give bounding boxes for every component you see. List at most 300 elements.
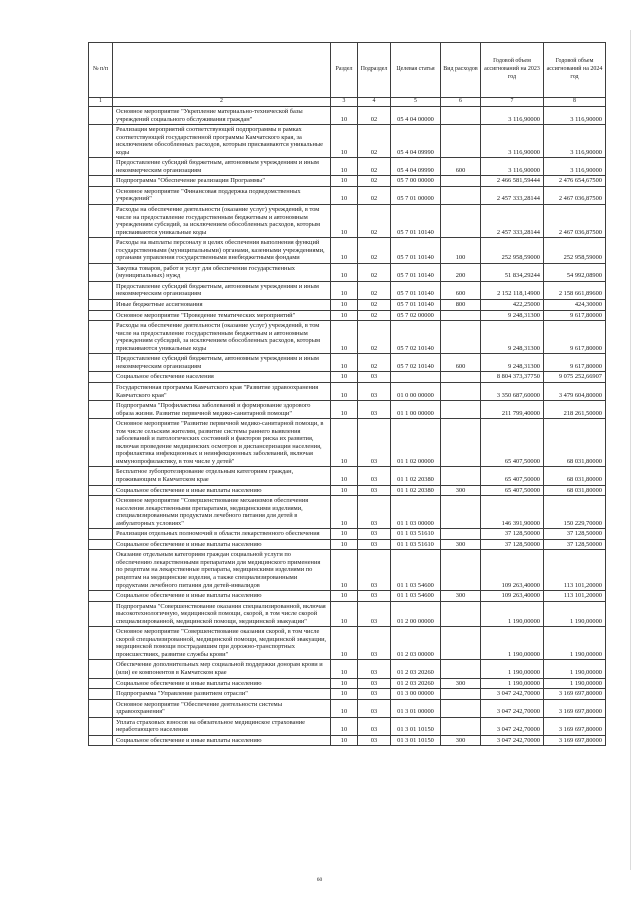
page-number: 60: [316, 877, 323, 883]
row-number-cell: [89, 419, 113, 467]
row-amount-2023: 3 116,90000: [481, 158, 544, 176]
table-row: [89, 300, 606, 311]
row-amount-2024: 113 101,20000: [544, 550, 606, 591]
row-number-cell: [89, 354, 113, 372]
row-razdel: 10: [331, 419, 358, 467]
row-target-code: 05 7 01 10140: [391, 263, 441, 281]
row-number-cell: [89, 467, 113, 485]
row-description: Реализация отдельных полномочий в области лекарственного обеспечения: [113, 529, 331, 540]
row-amount-2024: 37 128,50000: [544, 529, 606, 540]
row-target-code: 05 4 04 09990: [391, 158, 441, 176]
row-podrazdel: 03: [358, 372, 391, 383]
table-row: [89, 125, 606, 158]
row-target-code: 01 3 01 10150: [391, 735, 441, 746]
row-amount-2024: 2 467 036,87500: [544, 186, 606, 204]
row-amount-2024: 3 169 697,80000: [544, 717, 606, 735]
table-body: [89, 107, 606, 746]
row-number-cell: [89, 372, 113, 383]
row-expense-type: [441, 689, 481, 700]
row-expense-type: [441, 550, 481, 591]
row-amount-2023: 3 047 242,70000: [481, 699, 544, 717]
row-podrazdel: 02: [358, 300, 391, 311]
table-row: [89, 107, 606, 125]
row-description: Уплата страховых взносов на обязательное медицинское страхование неработающего населения: [113, 717, 331, 735]
row-razdel: 10: [331, 300, 358, 311]
row-number-cell: [89, 591, 113, 602]
row-amount-2024: 68 031,80000: [544, 485, 606, 496]
table-row: [89, 591, 606, 602]
row-expense-type: 600: [441, 281, 481, 299]
row-razdel: 10: [331, 205, 358, 238]
row-amount-2024: 3 169 697,80000: [544, 689, 606, 700]
row-razdel: 10: [331, 176, 358, 187]
table-row: [89, 735, 606, 746]
budget-appropriations-table: [88, 42, 606, 746]
table-row: [89, 382, 606, 400]
row-amount-2023: 65 407,50000: [481, 467, 544, 485]
row-description: Расходы на обеспечение деятельности (оказание услуг) учреждений, в том числе на предоставление государственным бюджетным и автономным учреждениям субсидий, за исключением обособленных расходов, которым присваиваются уникальные коды: [113, 321, 331, 354]
row-target-code: 05 7 01 10140: [391, 300, 441, 311]
table-row: [89, 550, 606, 591]
row-podrazdel: 03: [358, 601, 391, 627]
row-target-code: 01 3 01 10150: [391, 717, 441, 735]
row-razdel: 10: [331, 321, 358, 354]
row-target-code: 05 7 01 10140: [391, 281, 441, 299]
row-razdel: 10: [331, 717, 358, 735]
column-number: 2: [113, 98, 331, 107]
row-amount-2023: 65 407,50000: [481, 419, 544, 467]
row-amount-2023: 37 128,50000: [481, 529, 544, 540]
column-number: 3: [331, 98, 358, 107]
row-podrazdel: 03: [358, 467, 391, 485]
table-row: [89, 689, 606, 700]
row-number-cell: [89, 550, 113, 591]
row-razdel: 10: [331, 539, 358, 550]
table-row: [89, 263, 606, 281]
row-razdel: 10: [331, 372, 358, 383]
row-amount-2023: 3 116,90000: [481, 107, 544, 125]
table-header: [89, 43, 606, 107]
row-target-code: 05 4 04 00000: [391, 107, 441, 125]
row-razdel: 10: [331, 467, 358, 485]
row-target-code: 05 7 01 00000: [391, 186, 441, 204]
row-amount-2024: 3 116,90000: [544, 125, 606, 158]
row-amount-2023: 3 047 242,70000: [481, 689, 544, 700]
row-target-code: 01 2 03 20260: [391, 660, 441, 678]
row-expense-type: [441, 419, 481, 467]
row-amount-2023: 3 047 242,70000: [481, 717, 544, 735]
row-number-cell: [89, 735, 113, 746]
table-row: [89, 496, 606, 529]
row-number-cell: [89, 496, 113, 529]
row-target-code: 01 3 01 00000: [391, 699, 441, 717]
header-row-number: № п/п: [89, 43, 113, 98]
row-podrazdel: 03: [358, 660, 391, 678]
row-expense-type: 600: [441, 158, 481, 176]
row-number-cell: [89, 321, 113, 354]
row-amount-2024: 2 476 654,67500: [544, 176, 606, 187]
row-amount-2023: 3 047 242,70000: [481, 735, 544, 746]
row-description: Реализация мероприятий соответствующей подпрограммы в рамках соответствующей государственной программы Камчатского края, за исключением обособленных расходов, которым присваиваются уникальные коды: [113, 125, 331, 158]
row-amount-2024: 9 617,80000: [544, 310, 606, 321]
column-number: 6: [441, 98, 481, 107]
row-podrazdel: 03: [358, 591, 391, 602]
row-target-code: 01 3 00 00000: [391, 689, 441, 700]
row-razdel: 10: [331, 263, 358, 281]
row-amount-2023: 422,25000: [481, 300, 544, 311]
row-number-cell: [89, 281, 113, 299]
header-razdel: Раздел: [331, 43, 358, 98]
table-row: [89, 485, 606, 496]
row-amount-2023: 51 834,29244: [481, 263, 544, 281]
row-description: Социальное обеспечение и иные выплаты населению: [113, 678, 331, 689]
row-amount-2023: 2 466 581,59444: [481, 176, 544, 187]
row-target-code: 01 2 03 20260: [391, 678, 441, 689]
row-target-code: 05 7 02 10140: [391, 354, 441, 372]
table-row: [89, 310, 606, 321]
column-number: 1: [89, 98, 113, 107]
row-expense-type: [441, 321, 481, 354]
row-razdel: 10: [331, 735, 358, 746]
row-podrazdel: 03: [358, 735, 391, 746]
table-row: [89, 401, 606, 419]
row-description: Основное мероприятие "Совершенствование механизмов обеспечения населения лекарственными препаратами, медицинскими изделиями, специализированными продуктами лечебного питания для детей в амбулаторных условиях": [113, 496, 331, 529]
row-amount-2024: 1 190,00000: [544, 627, 606, 660]
row-expense-type: [441, 401, 481, 419]
row-expense-type: [441, 529, 481, 540]
row-amount-2024: 68 031,80000: [544, 419, 606, 467]
row-amount-2024: 2 467 036,87500: [544, 205, 606, 238]
table-row: [89, 321, 606, 354]
row-podrazdel: 02: [358, 107, 391, 125]
row-description: Социальное обеспечение и иные выплаты населению: [113, 485, 331, 496]
row-amount-2024: 252 958,59000: [544, 238, 606, 264]
row-amount-2024: 113 101,20000: [544, 591, 606, 602]
row-description: Государственная программа Камчатского края "Развитие здравоохранения Камчатского края": [113, 382, 331, 400]
row-target-code: 01 2 03 00000: [391, 627, 441, 660]
row-podrazdel: 03: [358, 539, 391, 550]
row-number-cell: [89, 186, 113, 204]
row-number-cell: [89, 678, 113, 689]
row-description: Основное мероприятие "Развитие первичной медико-санитарной помощи, в том числе сельским жителям, развитие системы раннего выявления заболеваний и патологических состояний и факторов риска их развития, включая проведение медицинских осмотров и диспансеризации населения, профилактика инфекционных и неинфекционных заболеваний, включая иммунопрофилактику, в том числе у детей": [113, 419, 331, 467]
table-row: [89, 205, 606, 238]
row-expense-type: 800: [441, 300, 481, 311]
row-target-code: 05 7 01 10140: [391, 205, 441, 238]
row-podrazdel: 02: [358, 186, 391, 204]
table-row: [89, 281, 606, 299]
row-target-code: 01 2 00 00000: [391, 601, 441, 627]
row-description: Подпрограмма "Совершенствование оказания специализированной, включая высокотехнологичную, медицинской помощи, скорой, в том числе скорой специализированной, медицинской помощи, медицинской эвакуации": [113, 601, 331, 627]
row-amount-2024: 3 116,90000: [544, 107, 606, 125]
row-amount-2024: 37 128,50000: [544, 539, 606, 550]
row-description: Социальное обеспечение и иные выплаты населению: [113, 591, 331, 602]
row-expense-type: [441, 186, 481, 204]
row-podrazdel: 02: [358, 321, 391, 354]
row-amount-2023: 3 116,90000: [481, 125, 544, 158]
row-number-cell: [89, 238, 113, 264]
row-podrazdel: 02: [358, 354, 391, 372]
row-description: Подпрограмма "Обеспечение реализации Программы": [113, 176, 331, 187]
table-row: [89, 678, 606, 689]
row-podrazdel: 02: [358, 238, 391, 264]
row-razdel: 10: [331, 382, 358, 400]
table-row: [89, 717, 606, 735]
row-amount-2024: 1 190,00000: [544, 678, 606, 689]
row-amount-2024: 54 992,08900: [544, 263, 606, 281]
row-razdel: 10: [331, 660, 358, 678]
table-row: [89, 419, 606, 467]
row-expense-type: [441, 205, 481, 238]
header-volume-2024: Годовой объем ассигнований на 2024 год: [544, 43, 606, 98]
row-number-cell: [89, 382, 113, 400]
table-row: [89, 529, 606, 540]
row-amount-2023: 2 457 333,28144: [481, 186, 544, 204]
row-number-cell: [89, 263, 113, 281]
header-volume-2023: Годовой объем ассигнований на 2023 год: [481, 43, 544, 98]
row-amount-2023: 9 248,31300: [481, 310, 544, 321]
row-amount-2023: 1 190,00000: [481, 627, 544, 660]
row-expense-type: [441, 660, 481, 678]
row-podrazdel: 03: [358, 485, 391, 496]
table-row: [89, 660, 606, 678]
row-number-cell: [89, 300, 113, 311]
row-amount-2023: 211 799,40000: [481, 401, 544, 419]
row-target-code: 01 1 00 00000: [391, 401, 441, 419]
row-number-cell: [89, 485, 113, 496]
row-razdel: 10: [331, 496, 358, 529]
row-podrazdel: 02: [358, 176, 391, 187]
row-description: Подпрограмма "Управление развитием отрасли": [113, 689, 331, 700]
row-target-code: 05 7 00 00000: [391, 176, 441, 187]
row-amount-2024: 218 261,50000: [544, 401, 606, 419]
row-target-code: 01 1 03 51610: [391, 539, 441, 550]
row-description: Расходы на обеспечение деятельности (оказание услуг) учреждений, в том числе на предоставление государственным бюджетным и автономным учреждениям субсидий, за исключением обособленных расходов, которым присваиваются уникальные коды: [113, 205, 331, 238]
row-razdel: 10: [331, 125, 358, 158]
row-expense-type: [441, 699, 481, 717]
column-number: 4: [358, 98, 391, 107]
row-description: Бесплатное зубопротезирование отдельным категориям граждан, проживающим в Камчатском крае: [113, 467, 331, 485]
row-target-code: 05 7 02 10140: [391, 321, 441, 354]
row-description: Иные бюджетные ассигнования: [113, 300, 331, 311]
row-expense-type: [441, 176, 481, 187]
row-expense-type: [441, 717, 481, 735]
row-amount-2023: 3 350 687,60000: [481, 382, 544, 400]
row-razdel: 10: [331, 627, 358, 660]
row-amount-2024: 3 169 697,80000: [544, 735, 606, 746]
row-expense-type: [441, 125, 481, 158]
row-description: Социальное обеспечение и иные выплаты населению: [113, 735, 331, 746]
row-description: Основное мероприятие "Совершенствование оказания скорой, в том числе скорой специализированной, медицинской помощи, медицинской эвакуации, медицинской помощи пострадавшим при дорожно-транспортных происшествиях, развитие службы крови": [113, 627, 331, 660]
row-podrazdel: 03: [358, 699, 391, 717]
header-podrazdel: Подраздел: [358, 43, 391, 98]
row-podrazdel: 02: [358, 205, 391, 238]
row-target-code: 01 1 03 51610: [391, 529, 441, 540]
row-description: Закупка товаров, работ и услуг для обеспечения государственных (муниципальных) нужд: [113, 263, 331, 281]
row-amount-2024: 3 479 604,80000: [544, 382, 606, 400]
table-row: [89, 539, 606, 550]
row-amount-2024: 9 617,80000: [544, 354, 606, 372]
row-number-cell: [89, 158, 113, 176]
row-razdel: 10: [331, 107, 358, 125]
row-description: Оказание отдельным категориям граждан социальной услуги по обеспечению лекарственными препаратами для медицинского применения по рецептам на лекарственные препараты, медицинскими изделиями по рецептам на медицинские изделия, а также специализированными продуктами лечебного питания для детей-инвалидов: [113, 550, 331, 591]
scan-edge-artifact: [630, 30, 631, 870]
row-target-code: 05 7 02 00000: [391, 310, 441, 321]
row-expense-type: [441, 372, 481, 383]
row-expense-type: 300: [441, 591, 481, 602]
row-description: Основное мероприятие "Укрепление материально-технической базы учреждений социального обслуживания граждан": [113, 107, 331, 125]
row-razdel: 10: [331, 529, 358, 540]
row-number-cell: [89, 310, 113, 321]
row-number-cell: [89, 205, 113, 238]
row-target-code: 01 1 03 54600: [391, 591, 441, 602]
row-podrazdel: 02: [358, 281, 391, 299]
row-podrazdel: 02: [358, 310, 391, 321]
row-target-code: 05 4 04 09990: [391, 125, 441, 158]
row-number-cell: [89, 699, 113, 717]
row-number-cell: [89, 401, 113, 419]
row-expense-type: [441, 627, 481, 660]
column-number: 8: [544, 98, 606, 107]
row-target-code: 01 1 03 54600: [391, 550, 441, 591]
row-amount-2023: 252 958,59000: [481, 238, 544, 264]
row-amount-2024: 424,30000: [544, 300, 606, 311]
header-expense-type: Вид расходов: [441, 43, 481, 98]
row-expense-type: [441, 310, 481, 321]
row-razdel: 10: [331, 238, 358, 264]
row-amount-2023: 2 457 333,28144: [481, 205, 544, 238]
row-expense-type: 300: [441, 735, 481, 746]
row-razdel: 10: [331, 601, 358, 627]
row-target-code: [391, 372, 441, 383]
row-expense-type: 200: [441, 263, 481, 281]
row-amount-2024: 150 229,70000: [544, 496, 606, 529]
row-amount-2023: 2 152 118,14900: [481, 281, 544, 299]
row-amount-2023: 37 128,50000: [481, 539, 544, 550]
row-description: Обеспечение дополнительных мер социальной поддержки донорам крови и (или) ее компонентов в Камчатском крае: [113, 660, 331, 678]
row-description: Предоставление субсидий бюджетным, автономным учреждениям и иным некоммерческим организациям: [113, 158, 331, 176]
row-target-code: 05 7 01 10140: [391, 238, 441, 264]
table-row: [89, 176, 606, 187]
row-expense-type: [441, 382, 481, 400]
row-podrazdel: 02: [358, 158, 391, 176]
row-amount-2023: 146 391,90000: [481, 496, 544, 529]
row-razdel: 10: [331, 401, 358, 419]
column-number: 7: [481, 98, 544, 107]
row-amount-2023: 1 190,00000: [481, 660, 544, 678]
table-row: [89, 186, 606, 204]
row-podrazdel: 03: [358, 550, 391, 591]
row-description: Основное мероприятие "Проведение тематических мероприятий": [113, 310, 331, 321]
table-row: [89, 158, 606, 176]
table-row: [89, 354, 606, 372]
table-row: [89, 699, 606, 717]
row-description: Подпрограмма "Профилактика заболеваний и формирование здорового образа жизни. Развитие первичной медико-санитарной помощи": [113, 401, 331, 419]
row-podrazdel: 03: [358, 627, 391, 660]
row-amount-2023: 9 248,31300: [481, 321, 544, 354]
row-description: Социальное обеспечение и иные выплаты населению: [113, 539, 331, 550]
row-number-cell: [89, 176, 113, 187]
row-amount-2024: 3 169 697,80000: [544, 699, 606, 717]
row-number-cell: [89, 601, 113, 627]
row-amount-2024: 9 617,80000: [544, 321, 606, 354]
row-podrazdel: 03: [358, 401, 391, 419]
header-target-article: Целевая статья: [391, 43, 441, 98]
column-number: 5: [391, 98, 441, 107]
row-number-cell: [89, 107, 113, 125]
row-expense-type: 600: [441, 354, 481, 372]
row-podrazdel: 03: [358, 717, 391, 735]
row-expense-type: [441, 601, 481, 627]
row-razdel: 10: [331, 678, 358, 689]
row-description: Основное мероприятие "Финансовая поддержка подведомственных учреждений": [113, 186, 331, 204]
row-podrazdel: 03: [358, 496, 391, 529]
row-expense-type: [441, 107, 481, 125]
row-expense-type: 100: [441, 238, 481, 264]
row-description: Расходы на выплаты персоналу в целях обеспечения выполнения функций государственными (муниципальными) органами, казенными учреждениями, органами управления государственными внебюджетными фондами: [113, 238, 331, 264]
row-target-code: 01 1 02 20380: [391, 467, 441, 485]
row-amount-2024: 3 116,90000: [544, 158, 606, 176]
row-description: Предоставление субсидий бюджетным, автономным учреждениям и иным некоммерческим организациям: [113, 354, 331, 372]
row-expense-type: [441, 467, 481, 485]
row-amount-2024: 9 075 252,66907: [544, 372, 606, 383]
row-target-code: 01 1 02 20380: [391, 485, 441, 496]
table-row: [89, 627, 606, 660]
row-razdel: 10: [331, 186, 358, 204]
header-row: [89, 43, 606, 98]
row-number-cell: [89, 660, 113, 678]
row-expense-type: 300: [441, 485, 481, 496]
row-number-cell: [89, 539, 113, 550]
row-amount-2023: 1 190,00000: [481, 601, 544, 627]
row-razdel: 10: [331, 550, 358, 591]
row-razdel: 10: [331, 689, 358, 700]
row-target-code: 01 0 00 00000: [391, 382, 441, 400]
row-razdel: 10: [331, 281, 358, 299]
table-row: [89, 601, 606, 627]
row-amount-2023: 65 407,50000: [481, 485, 544, 496]
table-row: [89, 372, 606, 383]
row-podrazdel: 02: [358, 125, 391, 158]
row-target-code: 01 1 03 00000: [391, 496, 441, 529]
row-razdel: 10: [331, 485, 358, 496]
row-amount-2024: 1 190,00000: [544, 601, 606, 627]
row-razdel: 10: [331, 310, 358, 321]
row-number-cell: [89, 125, 113, 158]
table-row: [89, 238, 606, 264]
column-number-row: [89, 98, 606, 107]
row-expense-type: 300: [441, 678, 481, 689]
row-amount-2023: 109 263,40000: [481, 550, 544, 591]
row-description: Социальное обеспечение населения: [113, 372, 331, 383]
row-amount-2024: 68 031,80000: [544, 467, 606, 485]
row-razdel: 10: [331, 158, 358, 176]
row-razdel: 10: [331, 354, 358, 372]
row-amount-2024: 1 190,00000: [544, 660, 606, 678]
row-description: Основное мероприятие "Обеспечение деятельности системы здравоохранения": [113, 699, 331, 717]
row-podrazdel: 03: [358, 689, 391, 700]
row-amount-2023: 1 190,00000: [481, 678, 544, 689]
row-amount-2023: 109 263,40000: [481, 591, 544, 602]
header-description: [113, 43, 331, 98]
row-expense-type: [441, 496, 481, 529]
row-razdel: 10: [331, 699, 358, 717]
row-amount-2023: 9 248,31300: [481, 354, 544, 372]
row-podrazdel: 03: [358, 678, 391, 689]
row-description: Предоставление субсидий бюджетным, автономным учреждениям и иным некоммерческим организациям: [113, 281, 331, 299]
row-razdel: 10: [331, 591, 358, 602]
row-expense-type: 300: [441, 539, 481, 550]
row-number-cell: [89, 717, 113, 735]
